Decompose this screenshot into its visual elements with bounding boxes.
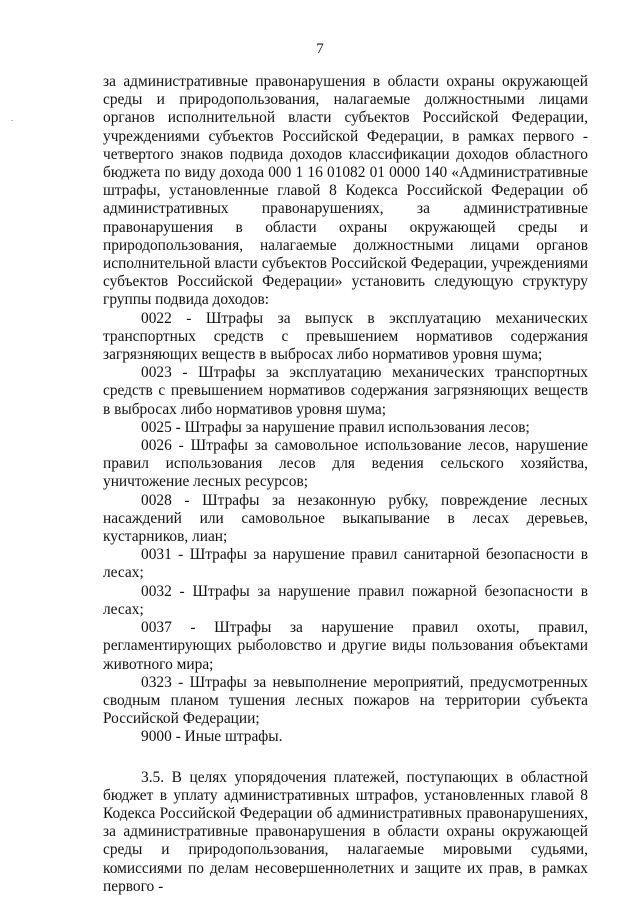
intro-paragraph: за административные правонарушения в области охраны окружающей среды и природопользования, налагаемые должностными лицами органов исполнительной власти субъектов Российской Федерации, учреждениями субъектов Российской Федерации, в рамках первого - четвертого знаков подвида доходов классификации доходов областного бюджета по виду дохода 000 1 16 01082 01 0000 140 «Административные штрафы, установленные главой 8 Кодекса Российской Федерации об административных правонарушениях, за административные правонарушения в области охраны окружающей среды и природопользования, налагаемые должностными лицами органов исполнительной власти субъектов Российской Федерации, учреждениями субъектов Российской Федерации» установить следующую структуру группы подвида доходов: xyxy=(103,73,588,309)
item-code: 0031 xyxy=(141,546,172,564)
item-text: Иные штрафы. xyxy=(184,728,283,746)
item-code: 0026 xyxy=(141,437,172,455)
subtype-list xyxy=(103,310,588,747)
list-item: 0037 - Штрафы за нарушение правил охоты, правил, регламентирующих рыболовство и другие виды пользования объектами животного мира; xyxy=(103,619,588,673)
list-item: 0031 - Штрафы за нарушение правил санитарной безопасности в лесах; xyxy=(103,546,588,582)
list-item: 0028 - Штрафы за незаконную рубку, повреждение лесных насаждений или самовольное выкапывание в лесах деревьев, кустарников, лиан; xyxy=(103,491,588,546)
item-code: 0032 xyxy=(141,582,172,600)
item-text: Штрафы за невыполнение мероприятий, предусмотренных сводным планом тушения лесных пожаров на территории субъекта Российской Федерации; xyxy=(103,673,588,728)
item-text: Штрафы за самовольное использование лесов, нарушение правил использования лесов для ведения сельского хозяйства, уничтожение лесных ресурсов; xyxy=(103,437,588,491)
list-item: 0323 - Штрафы за невыполнение мероприятий, предусмотренных сводным планом тушения лесных пожаров на территории субъекта Российской Федерации; xyxy=(103,673,588,728)
edge-mark: . xyxy=(11,113,14,123)
list-item: 0032 - Штрафы за нарушение правил пожарной безопасности в лесах; xyxy=(103,582,588,618)
list-item: 9000 - Иные штрафы. xyxy=(141,728,283,746)
list-item: 0025 - Штрафы за нарушение правил использования лесов; xyxy=(141,418,530,436)
item-text: Штрафы за нарушение правил санитарной безопасности в лесах; xyxy=(103,546,588,582)
document-body xyxy=(103,73,588,896)
section-3-5-paragraph: 3.5. В целях упорядочения платежей, поступающих в областной бюджет в уплату административных штрафов, установленных главой 8 Кодекса Российской Федерации об административных правонарушениях, за административные правонарушения в области охраны окружающей среды и природопользования, налагаемые мировыми судьями, комиссиями по делам несовершеннолетних и защите их прав, в рамках первого - xyxy=(103,768,588,895)
item-code: 0025 xyxy=(141,418,172,436)
list-item: 0026 - Штрафы за самовольное использование лесов, нарушение правил использования лесов для ведения сельского хозяйства, уничтожение лесных ресурсов; xyxy=(103,437,588,491)
item-code: 0037 xyxy=(141,619,172,637)
list-item: 0022 - Штрафы за выпуск в эксплуатацию механических транспортных средств с превышением нормативов содержания загрязняющих веществ в выбросах либо нормативов уровня шума; xyxy=(103,309,588,364)
item-code: 0022 xyxy=(141,309,172,327)
item-text: Штрафы за эксплуатацию механических транспортных средств с превышением нормативов содержания загрязняющих веществ в выбросах либо нормативов уровня шума; xyxy=(103,364,588,418)
item-text: Штрафы за нарушение правил охоты, правил, регламентирующих рыболовство и другие виды пользования объектами животного мира; xyxy=(103,619,588,673)
item-code: 0323 xyxy=(141,673,172,691)
page-number: 7 xyxy=(316,41,324,57)
item-text: Штрафы за нарушение правил использования лесов; xyxy=(184,418,530,436)
section-spacer xyxy=(103,747,588,769)
item-text: Штрафы за выпуск в эксплуатацию механических транспортных средств с превышением нормативов содержания загрязняющих веществ в выбросах либо нормативов уровня шума; xyxy=(103,309,588,364)
list-item: 0023 - Штрафы за эксплуатацию механических транспортных средств с превышением нормативов содержания загрязняющих веществ в выбросах либо нормативов уровня шума; xyxy=(103,364,588,418)
item-code: 0028 xyxy=(141,491,172,509)
item-text: Штрафы за нарушение правил пожарной безопасности в лесах; xyxy=(103,582,588,618)
item-code: 9000 xyxy=(141,728,172,746)
item-text: Штрафы за незаконную рубку, повреждение лесных насаждений или самовольное выкапывание в лесах деревьев, кустарников, лиан; xyxy=(103,491,588,546)
item-code: 0023 xyxy=(141,364,172,382)
